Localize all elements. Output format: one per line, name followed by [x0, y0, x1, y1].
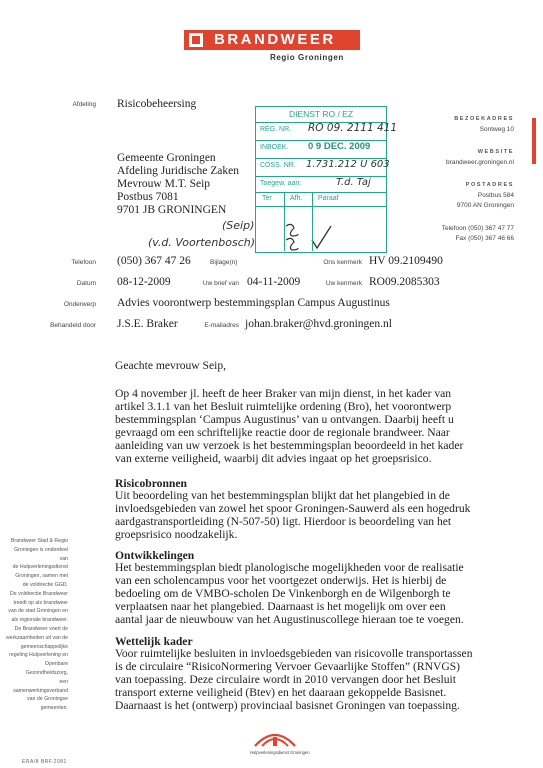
telefoon-value: (050) 367 47 26: [117, 255, 191, 267]
brandweer-emblem-icon: [189, 33, 203, 47]
email-label: E-mailadres: [204, 322, 239, 329]
onderwerp-label: Onderwerp: [63, 301, 96, 308]
onderwerp-value: Advies voorontwerp bestemmingsplan Campus Augustinus: [117, 297, 390, 309]
recipient-line: Postbus 7081: [117, 191, 179, 204]
logo-name: BRANDWEER: [214, 31, 336, 48]
sidebar-line: De Brandweer voert de: [14, 625, 68, 632]
recipient-line: Gemeente Groningen: [117, 152, 216, 164]
paragraph-risicobronnen: Uit beoordeling van het bestemmingsplan blijkt dat het plangebied in de invloedsgebieden van zowel het spoor Groningen-Sauwerd als een hogedruk aardgastransportleiding (N-507-50) ligt. Hierdoor is beoordeling van het groepsrisico noodzakelijk.: [115, 489, 471, 541]
stamp-inboek-date: 0 9 DEC. 2009: [308, 141, 371, 152]
datum-label: Datum: [76, 280, 96, 287]
postadres-line1: Postbus 584: [477, 192, 514, 199]
sidebar-line: treedt op als brandweer: [13, 599, 68, 606]
stamp-coss-label: COSS. NR.: [260, 162, 296, 169]
fax-line: Fax (050) 367 46 66: [455, 234, 514, 242]
bezoekadres-heading: BEZOEKADRES: [454, 116, 514, 122]
stamp-reg-value: RO 09. 2111 411: [308, 122, 398, 134]
sidebar-line: werkzaamheden uit van de: [6, 634, 68, 641]
heading-wettelijk-kader: Wettelijk kader: [115, 635, 193, 648]
email-value: johan.braker@hvd.groningen.nl: [245, 318, 392, 330]
datum-value: 08-12-2009: [117, 276, 171, 288]
stamp-toegew-value: T.d. Taj: [336, 177, 371, 188]
sidebar-line: Groningen, samen met: [15, 573, 68, 580]
intro-paragraph: Op 4 november jl. heeft de heer Braker van mijn dienst, in het kader van artikel 3.1.1 van het Besluit ruimtelijke ordening (Bro), het voorontwerp bestemmingsplan ‘Campus Augustinus’ van u ontvangen. Daarbij heeft u gevraagd om een schriftelijke reactie door de regionale brandweer. Naar aanleiding van uw verzoek is het bestemmingsplan beoordeeld in het kader van externe veiligheid, waarbij dit advies ingaat op het groepsrisico.: [115, 387, 464, 465]
behandeld-label: Behandeld door: [50, 322, 96, 329]
uw-brief-value: 04-11-2009: [247, 276, 301, 288]
sidebar-line: Groningen is onderdeel van: [14, 546, 68, 562]
bezoekadres-value: Sontweg 10: [479, 126, 514, 133]
sidebar-line: Brandweer Stad & Regio: [10, 538, 68, 544]
sidebar-line: van de Groningse: [27, 696, 68, 703]
stamp-col-afh: Afh.: [290, 195, 303, 202]
sidebar-line: een samenwerkingsverband: [13, 678, 68, 694]
footer-organisation: Hulpverleningsdienst Groningen: [250, 750, 310, 755]
stamp-reg-label: REG. NR.: [260, 126, 292, 133]
sidebar-line: Openbare Gezondheidszorg,: [25, 661, 68, 676]
recipient-line: Mevrouw M.T. Seip: [117, 178, 211, 191]
logo-region: Regio Groningen: [270, 53, 344, 62]
stamp-col-paraaf: Paraaf: [318, 195, 339, 202]
handwritten-voortenbosch: (v.d. Voortenbosch): [148, 236, 256, 249]
sidebar-line: van de stad Groningen en: [8, 608, 68, 615]
bijlagen-label: Bijlage(n): [210, 259, 238, 266]
footer-document-code: ERA/8 BRF.2081: [22, 759, 67, 765]
sidebar-line: de voldirectie GGD.: [22, 581, 68, 588]
postadres-heading: POSTADRES: [465, 182, 514, 188]
recipient-address: [117, 152, 239, 217]
heading-risicobronnen: Risicobronnen: [115, 477, 187, 490]
afdeling-value: Risicobeheersing: [117, 98, 197, 110]
telefoon-line: Telefoon (050) 367 47 77: [441, 225, 514, 232]
website-heading: WEBSITE: [477, 149, 514, 155]
afdeling-label: Afdeling: [72, 101, 96, 108]
sidebar-line: regeling Hulpverlening en: [9, 652, 68, 659]
sidebar-line: als regionale brandweer.: [11, 617, 68, 624]
sidebar-line: gemeenten.: [40, 705, 68, 712]
stamp-toegew-label: Toegew. aan:: [260, 180, 302, 187]
red-edge-stripe: [532, 118, 536, 164]
paragraph-wettelijk-kader: Voor ruimtelijke besluiten in invloedsgebieden van risicovolle transportassen is de circulaire “RisicoNormering Vervoer Gevaarlijke Stoffen” (RNVGS) van toepassing. Deze circulaire wordt in 2010 vervangen door het Besluit transport externe veiligheid (Btev) en het daaraan gekoppelde Basisnet. Daarnaast is het (ontwerp) provinciaal basisnet Groningen van toepassing.: [115, 647, 473, 712]
recipient-line: Afdeling Juridische Zaken: [117, 165, 239, 178]
recipient-line: 9701 JB GRONINGEN: [117, 204, 227, 217]
uw-kenmerk-label: Uw kenmerk: [325, 280, 362, 287]
uw-kenmerk-value: RO09.2085303: [369, 276, 440, 288]
stamp-coss-value: 1.731.212 U 603: [306, 159, 390, 170]
website-value: brandweer.groningen.nl: [446, 159, 514, 166]
salutation: Geachte mevrouw Seip,: [115, 359, 227, 372]
sidebar-line: De voldirectie Brandweer: [10, 590, 68, 597]
ons-kenmerk-label: Ons kenmerk: [323, 259, 362, 266]
hulpverleningsdienst-logo-icon: [250, 726, 300, 748]
uw-brief-label: Uw brief van: [202, 280, 239, 287]
sidebar-line: de Hulpverleningsdienst: [12, 564, 68, 571]
stamp-title: DIENST RO / EZ: [288, 109, 354, 119]
received-stamp: [255, 106, 398, 253]
behandeld-value: J.S.E. Braker: [117, 318, 178, 330]
handwritten-seip: (Seip): [222, 219, 255, 232]
sidebar-line: gemeenschappelijke: [20, 643, 68, 650]
ons-kenmerk-value: HV 09.2109490: [369, 255, 443, 267]
sidebar-organisation-text: [6, 537, 68, 713]
postadres-line2: 9700 AN Groningen: [456, 201, 514, 209]
stamp-col-ter: Ter: [262, 195, 272, 202]
stamp-inboek-label: INBOEK.: [260, 144, 289, 151]
paragraph-ontwikkelingen: Het bestemmingsplan biedt planologische mogelijkheden voor de realisatie van een scholencampus voor het voortgezet onderwijs. Het is hierbij de bedoeling om de VMBO-scholen De Vinkenborgh en de Wilgenborgh te verplaatsen naar het plangebied. Daarnaast is het mogelijk om over een aantal jaar de nieuwbouw van het Augustinuscollege hieraan toe te voegen.: [115, 561, 464, 626]
heading-ontwikkelingen: Ontwikkelingen: [115, 549, 195, 562]
telefoon-label: Telefoon: [71, 259, 96, 266]
